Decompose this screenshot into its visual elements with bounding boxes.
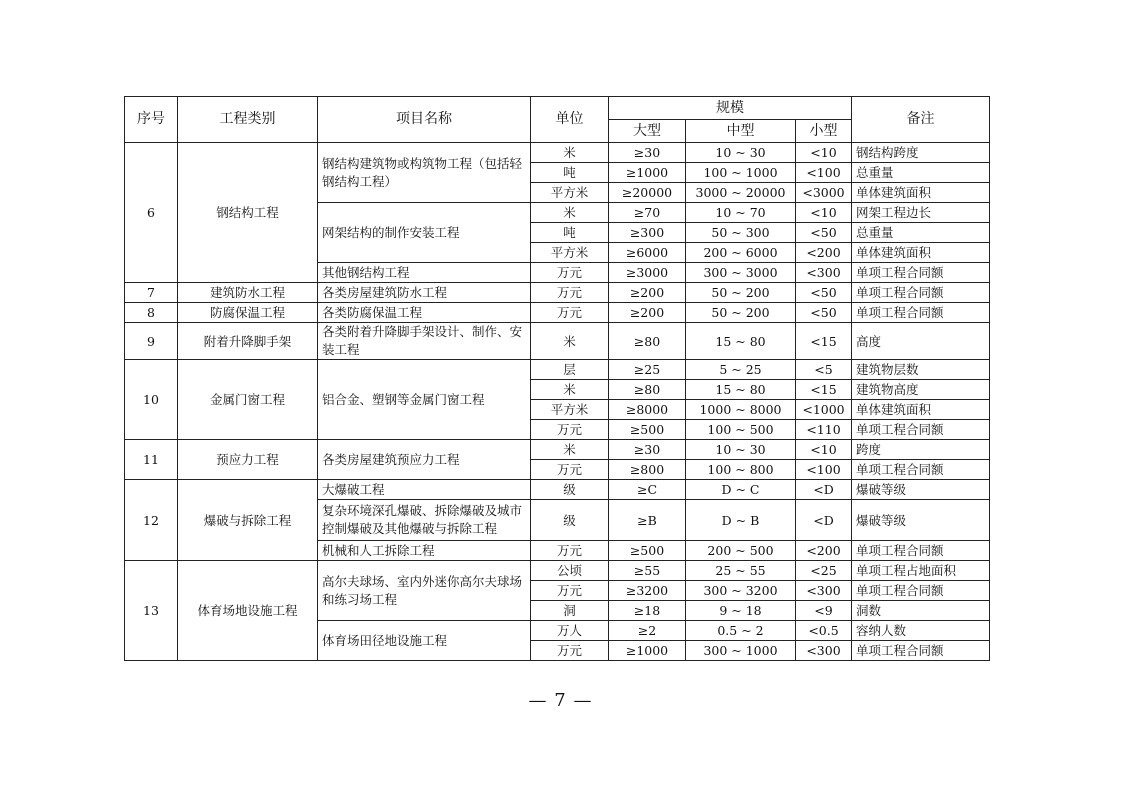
medium-scale-cell: 50 ~ 200 bbox=[686, 303, 796, 323]
small-scale-cell: <300 bbox=[796, 641, 852, 661]
medium-scale-cell: 3000 ~ 20000 bbox=[686, 183, 796, 203]
header-unit: 单位 bbox=[531, 97, 609, 143]
project-name-cell: 各类防腐保温工程 bbox=[318, 303, 531, 323]
remark-cell: 单体建筑面积 bbox=[852, 243, 990, 263]
large-scale-cell: ≥3200 bbox=[609, 581, 686, 601]
large-scale-cell: ≥200 bbox=[609, 303, 686, 323]
project-name-cell: 其他钢结构工程 bbox=[318, 263, 531, 283]
unit-cell: 万元 bbox=[531, 541, 609, 561]
large-scale-cell: ≥1000 bbox=[609, 163, 686, 183]
unit-cell: 公顷 bbox=[531, 561, 609, 581]
unit-cell: 万元 bbox=[531, 581, 609, 601]
large-scale-cell: ≥200 bbox=[609, 283, 686, 303]
header-category: 工程类别 bbox=[178, 97, 318, 143]
unit-cell: 万元 bbox=[531, 303, 609, 323]
large-scale-cell: ≥6000 bbox=[609, 243, 686, 263]
remark-cell: 爆破等级 bbox=[852, 480, 990, 500]
medium-scale-cell: 50 ~ 200 bbox=[686, 283, 796, 303]
table-body bbox=[125, 143, 990, 661]
project-name-cell: 高尔夫球场、室内外迷你高尔夫球场和练习场工程 bbox=[318, 561, 531, 621]
project-name-cell: 机械和人工拆除工程 bbox=[318, 541, 531, 561]
medium-scale-cell: 25 ~ 55 bbox=[686, 561, 796, 581]
small-scale-cell: <200 bbox=[796, 243, 852, 263]
large-scale-cell: ≥800 bbox=[609, 460, 686, 480]
remark-cell: 总重量 bbox=[852, 223, 990, 243]
medium-scale-cell: 300 ~ 1000 bbox=[686, 641, 796, 661]
large-scale-cell: ≥C bbox=[609, 480, 686, 500]
row-number: 9 bbox=[125, 323, 178, 360]
medium-scale-cell: 15 ~ 80 bbox=[686, 380, 796, 400]
large-scale-cell: ≥20000 bbox=[609, 183, 686, 203]
remark-cell: 网架工程边长 bbox=[852, 203, 990, 223]
unit-cell: 吨 bbox=[531, 223, 609, 243]
project-name-cell: 各类房屋建筑预应力工程 bbox=[318, 440, 531, 480]
large-scale-cell: ≥80 bbox=[609, 380, 686, 400]
small-scale-cell: <25 bbox=[796, 561, 852, 581]
table-row bbox=[125, 561, 990, 581]
category-cell: 钢结构工程 bbox=[178, 143, 318, 283]
unit-cell: 米 bbox=[531, 143, 609, 163]
row-number: 10 bbox=[125, 360, 178, 440]
medium-scale-cell: 9 ~ 18 bbox=[686, 601, 796, 621]
header-remark: 备注 bbox=[852, 97, 990, 143]
small-scale-cell: <5 bbox=[796, 360, 852, 380]
medium-scale-cell: 5 ~ 25 bbox=[686, 360, 796, 380]
table-row bbox=[125, 143, 990, 163]
table-row bbox=[125, 480, 990, 500]
remark-cell: 单项工程合同额 bbox=[852, 263, 990, 283]
large-scale-cell: ≥300 bbox=[609, 223, 686, 243]
large-scale-cell: ≥70 bbox=[609, 203, 686, 223]
remark-cell: 单项工程占地面积 bbox=[852, 561, 990, 581]
small-scale-cell: <15 bbox=[796, 323, 852, 360]
remark-cell: 爆破等级 bbox=[852, 500, 990, 541]
small-scale-cell: <D bbox=[796, 500, 852, 541]
small-scale-cell: <50 bbox=[796, 223, 852, 243]
remark-cell: 单项工程合同额 bbox=[852, 303, 990, 323]
project-name-cell: 钢结构建筑物或构筑物工程（包括轻钢结构工程） bbox=[318, 143, 531, 203]
medium-scale-cell: 10 ~ 30 bbox=[686, 143, 796, 163]
remark-cell: 总重量 bbox=[852, 163, 990, 183]
category-cell: 体育场地设施工程 bbox=[178, 561, 318, 661]
header-large: 大型 bbox=[609, 120, 686, 143]
unit-cell: 万元 bbox=[531, 641, 609, 661]
small-scale-cell: <3000 bbox=[796, 183, 852, 203]
medium-scale-cell: 200 ~ 500 bbox=[686, 541, 796, 561]
medium-scale-cell: 100 ~ 800 bbox=[686, 460, 796, 480]
remark-cell: 单项工程合同额 bbox=[852, 581, 990, 601]
medium-scale-cell: D ~ C bbox=[686, 480, 796, 500]
medium-scale-cell: D ~ B bbox=[686, 500, 796, 541]
large-scale-cell: ≥B bbox=[609, 500, 686, 541]
medium-scale-cell: 10 ~ 70 bbox=[686, 203, 796, 223]
row-number: 6 bbox=[125, 143, 178, 283]
small-scale-cell: <300 bbox=[796, 581, 852, 601]
small-scale-cell: <50 bbox=[796, 283, 852, 303]
table-row bbox=[125, 360, 990, 380]
project-name-cell: 各类附着升降脚手架设计、制作、安装工程 bbox=[318, 323, 531, 360]
unit-cell: 米 bbox=[531, 323, 609, 360]
remark-cell: 单项工程合同额 bbox=[852, 541, 990, 561]
unit-cell: 万元 bbox=[531, 460, 609, 480]
row-number: 11 bbox=[125, 440, 178, 480]
unit-cell: 洞 bbox=[531, 601, 609, 621]
unit-cell: 平方米 bbox=[531, 183, 609, 203]
project-name-cell: 网架结构的制作安装工程 bbox=[318, 203, 531, 263]
header-no: 序号 bbox=[125, 97, 178, 143]
large-scale-cell: ≥80 bbox=[609, 323, 686, 360]
remark-cell: 单项工程合同额 bbox=[852, 641, 990, 661]
small-scale-cell: <100 bbox=[796, 460, 852, 480]
remark-cell: 建筑物层数 bbox=[852, 360, 990, 380]
unit-cell: 米 bbox=[531, 203, 609, 223]
large-scale-cell: ≥30 bbox=[609, 143, 686, 163]
qualification-table-sheet bbox=[124, 96, 990, 661]
medium-scale-cell: 1000 ~ 8000 bbox=[686, 400, 796, 420]
small-scale-cell: <10 bbox=[796, 143, 852, 163]
large-scale-cell: ≥18 bbox=[609, 601, 686, 621]
remark-cell: 高度 bbox=[852, 323, 990, 360]
unit-cell: 米 bbox=[531, 380, 609, 400]
header-medium: 中型 bbox=[686, 120, 796, 143]
unit-cell: 平方米 bbox=[531, 243, 609, 263]
category-cell: 爆破与拆除工程 bbox=[178, 480, 318, 561]
small-scale-cell: <10 bbox=[796, 203, 852, 223]
medium-scale-cell: 15 ~ 80 bbox=[686, 323, 796, 360]
table-row bbox=[125, 440, 990, 460]
medium-scale-cell: 300 ~ 3000 bbox=[686, 263, 796, 283]
small-scale-cell: <0.5 bbox=[796, 621, 852, 641]
project-scale-table bbox=[124, 96, 990, 661]
unit-cell: 平方米 bbox=[531, 400, 609, 420]
small-scale-cell: <9 bbox=[796, 601, 852, 621]
remark-cell: 建筑物高度 bbox=[852, 380, 990, 400]
row-number: 8 bbox=[125, 303, 178, 323]
small-scale-cell: <10 bbox=[796, 440, 852, 460]
medium-scale-cell: 50 ~ 300 bbox=[686, 223, 796, 243]
small-scale-cell: <1000 bbox=[796, 400, 852, 420]
header-scale: 规模 bbox=[609, 97, 852, 120]
row-number: 13 bbox=[125, 561, 178, 661]
remark-cell: 单项工程合同额 bbox=[852, 420, 990, 440]
table-row bbox=[125, 303, 990, 323]
category-cell: 金属门窗工程 bbox=[178, 360, 318, 440]
project-name-cell: 复杂环境深孔爆破、拆除爆破及城市控制爆破及其他爆破与拆除工程 bbox=[318, 500, 531, 541]
page-number: — 7 — bbox=[528, 690, 593, 711]
row-number: 12 bbox=[125, 480, 178, 561]
small-scale-cell: <D bbox=[796, 480, 852, 500]
medium-scale-cell: 0.5 ~ 2 bbox=[686, 621, 796, 641]
unit-cell: 万人 bbox=[531, 621, 609, 641]
medium-scale-cell: 200 ~ 6000 bbox=[686, 243, 796, 263]
project-name-cell: 体育场田径地设施工程 bbox=[318, 621, 531, 661]
large-scale-cell: ≥500 bbox=[609, 541, 686, 561]
unit-cell: 层 bbox=[531, 360, 609, 380]
large-scale-cell: ≥25 bbox=[609, 360, 686, 380]
unit-cell: 万元 bbox=[531, 263, 609, 283]
row-number: 7 bbox=[125, 283, 178, 303]
medium-scale-cell: 100 ~ 1000 bbox=[686, 163, 796, 183]
project-name-cell: 各类房屋建筑防水工程 bbox=[318, 283, 531, 303]
table-row bbox=[125, 283, 990, 303]
remark-cell: 跨度 bbox=[852, 440, 990, 460]
unit-cell: 级 bbox=[531, 500, 609, 541]
large-scale-cell: ≥2 bbox=[609, 621, 686, 641]
large-scale-cell: ≥8000 bbox=[609, 400, 686, 420]
category-cell: 预应力工程 bbox=[178, 440, 318, 480]
large-scale-cell: ≥30 bbox=[609, 440, 686, 460]
category-cell: 建筑防水工程 bbox=[178, 283, 318, 303]
large-scale-cell: ≥3000 bbox=[609, 263, 686, 283]
category-cell: 防腐保温工程 bbox=[178, 303, 318, 323]
table-row bbox=[125, 323, 990, 360]
remark-cell: 钢结构跨度 bbox=[852, 143, 990, 163]
small-scale-cell: <300 bbox=[796, 263, 852, 283]
medium-scale-cell: 10 ~ 30 bbox=[686, 440, 796, 460]
unit-cell: 万元 bbox=[531, 283, 609, 303]
header-small: 小型 bbox=[796, 120, 852, 143]
header-project: 项目名称 bbox=[318, 97, 531, 143]
remark-cell: 洞数 bbox=[852, 601, 990, 621]
project-name-cell: 铝合金、塑钢等金属门窗工程 bbox=[318, 360, 531, 440]
medium-scale-cell: 100 ~ 500 bbox=[686, 420, 796, 440]
large-scale-cell: ≥55 bbox=[609, 561, 686, 581]
large-scale-cell: ≥1000 bbox=[609, 641, 686, 661]
small-scale-cell: <200 bbox=[796, 541, 852, 561]
category-cell: 附着升降脚手架 bbox=[178, 323, 318, 360]
unit-cell: 米 bbox=[531, 440, 609, 460]
small-scale-cell: <50 bbox=[796, 303, 852, 323]
unit-cell: 级 bbox=[531, 480, 609, 500]
remark-cell: 单体建筑面积 bbox=[852, 400, 990, 420]
remark-cell: 单项工程合同额 bbox=[852, 460, 990, 480]
unit-cell: 万元 bbox=[531, 420, 609, 440]
remark-cell: 容纳人数 bbox=[852, 621, 990, 641]
remark-cell: 单体建筑面积 bbox=[852, 183, 990, 203]
small-scale-cell: <15 bbox=[796, 380, 852, 400]
remark-cell: 单项工程合同额 bbox=[852, 283, 990, 303]
project-name-cell: 大爆破工程 bbox=[318, 480, 531, 500]
unit-cell: 吨 bbox=[531, 163, 609, 183]
medium-scale-cell: 300 ~ 3200 bbox=[686, 581, 796, 601]
large-scale-cell: ≥500 bbox=[609, 420, 686, 440]
small-scale-cell: <100 bbox=[796, 163, 852, 183]
small-scale-cell: <110 bbox=[796, 420, 852, 440]
